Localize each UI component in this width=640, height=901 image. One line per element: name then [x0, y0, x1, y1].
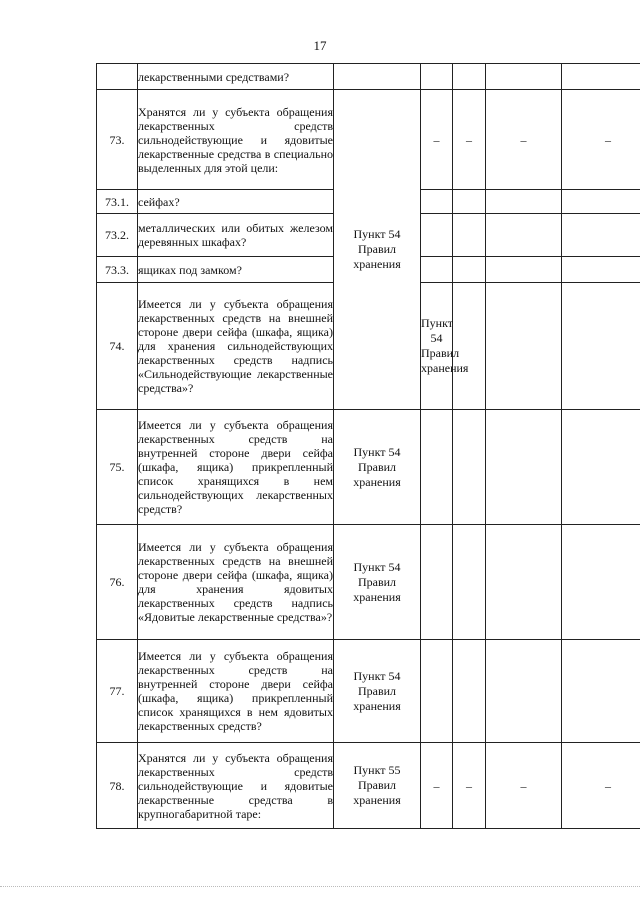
answer-cell: [562, 283, 640, 410]
question-text: ящиках под замком?: [138, 257, 334, 283]
answer-cell: –: [421, 90, 453, 190]
answer-cell: [453, 190, 486, 214]
answer-cell: [562, 525, 640, 640]
answer-cell: –: [453, 90, 486, 190]
answer-cell: [421, 214, 453, 257]
question-text: Имеется ли у субъекта обращения лекарственных средств на внешней стороне двери сейфа (шкафа, ящика) для хранения ядовитых лекарственных средств надпись «Ядовитые лекарственные средства»?: [138, 525, 334, 640]
answer-cell: [562, 64, 640, 90]
row-number: [97, 64, 138, 90]
answer-cell: [486, 214, 562, 257]
row-number: 73.: [97, 90, 138, 190]
table-row: [97, 90, 640, 190]
reference-cell: Пункт 54 Правил хранения: [421, 283, 453, 410]
row-number: 75.: [97, 410, 138, 525]
answer-cell: [453, 64, 486, 90]
answer-cell: [486, 410, 562, 525]
question-text: лекарственными средствами?: [138, 64, 334, 90]
answer-cell: [421, 525, 453, 640]
answer-cell: –: [421, 743, 453, 829]
answer-cell: [486, 257, 562, 283]
row-number: 76.: [97, 525, 138, 640]
answer-cell: [421, 257, 453, 283]
answer-cell: [453, 214, 486, 257]
row-number: 73.1.: [97, 190, 138, 214]
question-text: металлических или обитых железом деревянных шкафах?: [138, 214, 334, 257]
answer-cell: [562, 214, 640, 257]
table-row: [97, 525, 640, 640]
answer-cell: –: [562, 743, 640, 829]
checklist-table: [96, 63, 640, 829]
answer-cell: [562, 257, 640, 283]
question-text: сейфах?: [138, 190, 334, 214]
question-text: Хранятся ли у субъекта обращения лекарственных средств сильнодействующие и ядовитые лекарственные средства в крупногабаритной таре:: [138, 743, 334, 829]
row-number: 74.: [97, 283, 138, 410]
answer-cell: [486, 640, 562, 743]
answer-cell: –: [562, 90, 640, 190]
table-row: [97, 743, 640, 829]
reference-cell: Пункт 55 Правил хранения: [334, 743, 421, 829]
table-row: [97, 410, 640, 525]
answer-cell: [486, 64, 562, 90]
answer-cell: –: [486, 743, 562, 829]
answer-cell: [421, 64, 453, 90]
table-row: [97, 640, 640, 743]
answer-cell: [453, 640, 486, 743]
table-row: [97, 64, 640, 90]
question-text: Имеется ли у субъекта обращения лекарственных средств на внутренней стороне двери сейфа (шкафа, ящика) прикрепленный список хранящихся в нем сильнодействующих лекарственных средств?: [138, 410, 334, 525]
reference-cell: Пункт 54 Правил хранения: [334, 525, 421, 640]
row-number: 73.2.: [97, 214, 138, 257]
answer-cell: [486, 190, 562, 214]
answer-cell: [562, 640, 640, 743]
answer-cell: [453, 257, 486, 283]
answer-cell: [562, 190, 640, 214]
question-text: Имеется ли у субъекта обращения лекарственных средств на внешней стороне двери сейфа (шкафа, ящика) для хранения сильнодействующих лекарственных средств надпись «Сильнодействующие лекарственные средства»?: [138, 283, 334, 410]
answer-cell: [421, 190, 453, 214]
answer-cell: [562, 410, 640, 525]
answer-cell: [453, 410, 486, 525]
row-number: 77.: [97, 640, 138, 743]
answer-cell: [421, 640, 453, 743]
row-number: 73.3.: [97, 257, 138, 283]
reference-cell: Пункт 54 Правил хранения: [334, 410, 421, 525]
answer-cell: [486, 283, 562, 410]
question-text: Хранятся ли у субъекта обращения лекарственных средств сильнодействующие и ядовитые лекарственные средства в специально выделенных для этой цели:: [138, 90, 334, 190]
answer-cell: [486, 525, 562, 640]
answer-cell: [421, 410, 453, 525]
reference-cell: Пункт 54 Правил хранения: [334, 90, 421, 410]
page-number: 17: [313, 38, 327, 53]
answer-cell: [453, 525, 486, 640]
reference-cell: Пункт 54 Правил хранения: [334, 640, 421, 743]
scan-edge-divider: [0, 886, 640, 887]
question-text: Имеется ли у субъекта обращения лекарственных средств на внутренней стороне двери сейфа (шкафа, ящика) прикрепленный список хранящихся в нем ядовитых лекарственных средств?: [138, 640, 334, 743]
answer-cell: –: [453, 743, 486, 829]
reference-cell: [334, 64, 421, 90]
row-number: 78.: [97, 743, 138, 829]
answer-cell: –: [486, 90, 562, 190]
